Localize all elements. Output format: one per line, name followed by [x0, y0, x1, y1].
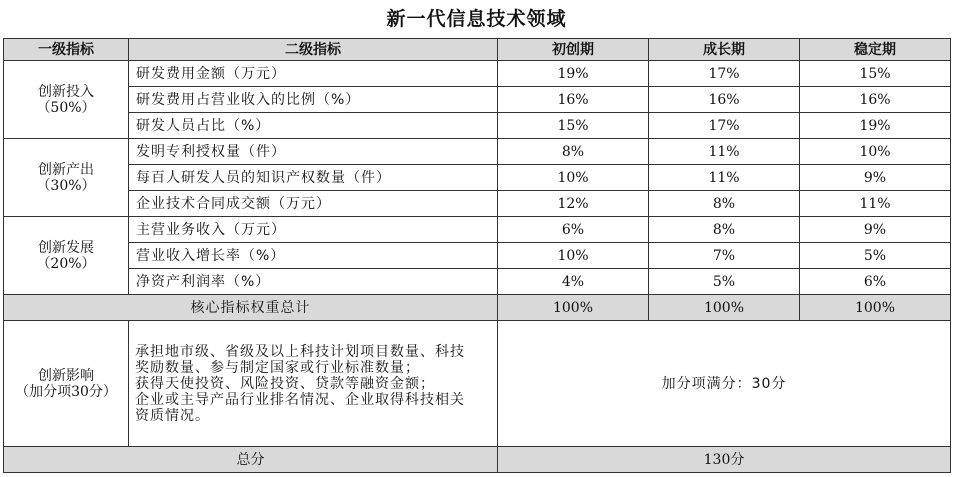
weight-startup: 10%: [498, 165, 649, 191]
weight-startup: 16%: [498, 87, 649, 113]
core-total-row: [4, 295, 951, 321]
impact-line: 资质情况。: [135, 407, 210, 424]
category-cell: [4, 217, 129, 295]
indicator-label: 净资产利润率（%）: [129, 269, 498, 295]
weight-startup: 19%: [498, 61, 649, 87]
weight-startup: 12%: [498, 191, 649, 217]
grand-total-row: [4, 447, 951, 473]
weight-stable: 11%: [800, 191, 951, 217]
header-row: [4, 39, 951, 61]
table-row: [4, 87, 951, 113]
category-name: 创新发展: [38, 239, 94, 256]
header-level1: 一级指标: [4, 39, 129, 61]
weight-stable: 19%: [800, 113, 951, 139]
core-total-stable: 100%: [800, 295, 951, 321]
table-row: [4, 269, 951, 295]
indicator-table: [3, 38, 951, 473]
impact-score: 加分项满分：30分: [498, 321, 951, 447]
indicator-label: 研发人员占比（%）: [129, 113, 498, 139]
indicator-label: 企业技术合同成交额（万元）: [129, 191, 498, 217]
impact-description: [129, 321, 498, 447]
header-stage-growth: 成长期: [649, 39, 800, 61]
category-name: 创新投入: [38, 83, 94, 100]
table-row: [4, 113, 951, 139]
weight-growth: 17%: [649, 113, 800, 139]
weight-stable: 9%: [800, 165, 951, 191]
category-cell: [4, 139, 129, 217]
impact-category-cell: [4, 321, 129, 447]
weight-stable: 15%: [800, 61, 951, 87]
header-level2: 二级指标: [129, 39, 498, 61]
weight-growth: 17%: [649, 61, 800, 87]
indicator-label: 营业收入增长率（%）: [129, 243, 498, 269]
core-total-label: 核心指标权重总计: [4, 295, 498, 321]
weight-startup: 6%: [498, 217, 649, 243]
table-row: [4, 243, 951, 269]
impact-name: 创新影响: [38, 367, 94, 384]
weight-growth: 8%: [649, 191, 800, 217]
weight-growth: 8%: [649, 217, 800, 243]
page-title: 新一代信息技术领域: [386, 8, 567, 30]
category-weight: （30%）: [36, 177, 96, 194]
core-total-startup: 100%: [498, 295, 649, 321]
weight-stable: 5%: [800, 243, 951, 269]
impact-line: 承担地市级、省级及以上科技计划项目数量、科技: [135, 343, 465, 360]
indicator-label: 主营业务收入（万元）: [129, 217, 498, 243]
indicator-label: 发明专利授权量（件）: [129, 139, 498, 165]
table-row: [4, 217, 951, 243]
weight-growth: 11%: [649, 165, 800, 191]
weight-stable: 10%: [800, 139, 951, 165]
header-stage-stable: 稳定期: [800, 39, 951, 61]
weight-growth: 7%: [649, 243, 800, 269]
impact-line: 奖励数量、参与制定国家或行业标准数量；: [135, 359, 420, 376]
weight-growth: 11%: [649, 139, 800, 165]
indicator-label: 每百人研发人员的知识产权数量（件）: [129, 165, 498, 191]
grand-total-label: 总分: [4, 447, 498, 473]
core-total-growth: 100%: [649, 295, 800, 321]
weight-stable: 6%: [800, 269, 951, 295]
table-row: [4, 191, 951, 217]
weight-startup: 4%: [498, 269, 649, 295]
category-cell: [4, 61, 129, 139]
category-weight: （50%）: [36, 99, 96, 116]
table-row: [4, 61, 951, 87]
weight-stable: 16%: [800, 87, 951, 113]
weight-startup: 10%: [498, 243, 649, 269]
impact-weight: （加分项30分）: [15, 383, 117, 400]
table-row: [4, 165, 951, 191]
impact-line: 企业或主导产品行业排名情况、企业取得科技相关: [135, 391, 465, 408]
category-name: 创新产出: [38, 161, 94, 178]
weight-startup: 8%: [498, 139, 649, 165]
weight-stable: 9%: [800, 217, 951, 243]
indicator-label: 研发费用占营业收入的比例（%）: [129, 87, 498, 113]
weight-growth: 16%: [649, 87, 800, 113]
weight-startup: 15%: [498, 113, 649, 139]
impact-row: [4, 321, 951, 447]
impact-line: 获得天使投资、风险投资、贷款等融资金额；: [135, 375, 435, 392]
grand-total-value: 130分: [498, 447, 951, 473]
header-stage-startup: 初创期: [498, 39, 649, 61]
weight-growth: 5%: [649, 269, 800, 295]
category-weight: （20%）: [36, 255, 96, 272]
indicator-label: 研发费用金额（万元）: [129, 61, 498, 87]
table-row: [4, 139, 951, 165]
